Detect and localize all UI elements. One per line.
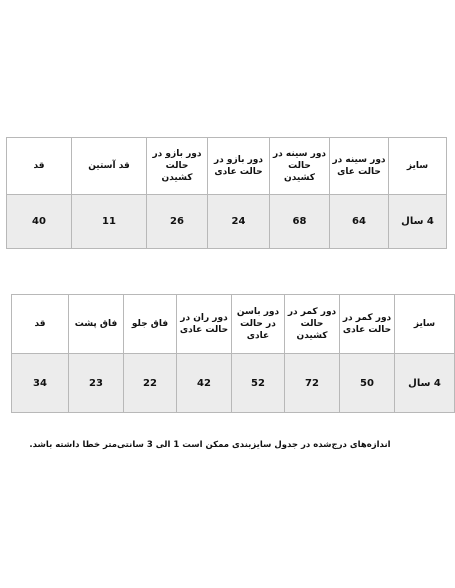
size-table-bottom: [11, 294, 455, 413]
table-row: [7, 195, 447, 249]
cell-length: 34: [12, 354, 69, 413]
cell-size: 4 سال: [389, 195, 447, 249]
cell-chest-normal: 64: [330, 195, 389, 249]
cell-front-rise: 22: [124, 354, 177, 413]
header-cell-arm-stretched: دور بازو در حالت کشیدن: [147, 138, 208, 195]
cell-arm-stretched: 26: [147, 195, 208, 249]
header-cell-hip-normal: دور باسن در حالت عادی: [232, 295, 285, 354]
header-cell-chest-stretched: دور سینه در حالت کشیدن: [270, 138, 330, 195]
header-cell-thigh-normal: دور ران در حالت عادی: [177, 295, 232, 354]
cell-chest-stretched: 68: [270, 195, 330, 249]
header-cell-arm-normal: دور بازو در حالت عادی: [208, 138, 270, 195]
header-cell-waist-normal: دور کمر در حالت عادی: [340, 295, 395, 354]
header-cell-length: قد: [12, 295, 69, 354]
header-cell-back-rise: فاق پشت: [69, 295, 124, 354]
cell-sleeve-length: 11: [72, 195, 147, 249]
measurement-note: اندازه‌های درج‌شده در جدول سایزبندی ممکن است 1 الی 3 سانتی‌متر خطا داشته باشد.: [29, 440, 391, 450]
cell-thigh-normal: 42: [177, 354, 232, 413]
header-cell-sleeve-length: قد آستین: [72, 138, 147, 195]
cell-waist-stretched: 72: [285, 354, 340, 413]
cell-size: 4 سال: [395, 354, 455, 413]
header-cell-front-rise: فاق جلو: [124, 295, 177, 354]
header-cell-size: سایز: [395, 295, 455, 354]
header-cell-waist-stretched: دور کمر در حالت کشیدن: [285, 295, 340, 354]
header-cell-length: قد: [7, 138, 72, 195]
header-cell-chest-normal: دور سینه در حالت عای: [330, 138, 389, 195]
cell-waist-normal: 50: [340, 354, 395, 413]
table-header-row: [12, 295, 455, 354]
table-row: [12, 354, 455, 413]
cell-hip-normal: 52: [232, 354, 285, 413]
size-table-top: [6, 137, 447, 249]
cell-length: 40: [7, 195, 72, 249]
table-header-row: [7, 138, 447, 195]
cell-back-rise: 23: [69, 354, 124, 413]
header-cell-size: سایز: [389, 138, 447, 195]
cell-arm-normal: 24: [208, 195, 270, 249]
